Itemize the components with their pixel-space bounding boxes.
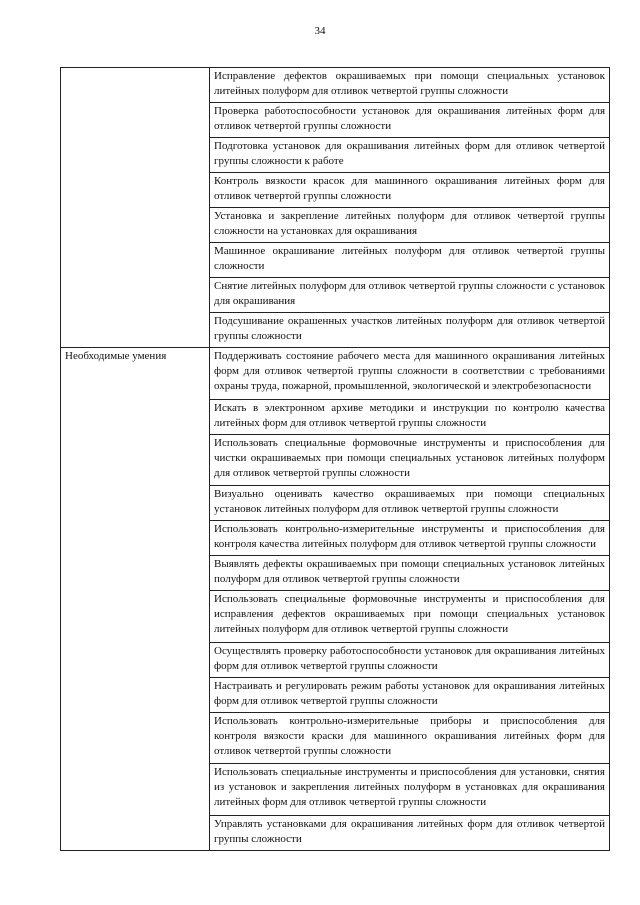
table-row <box>61 68 610 103</box>
table-cell: Визуально оценивать качество окрашиваемых при помощи специальных установок литейных полуформ для отливок четвертой группы сложности <box>210 486 610 521</box>
table-cell: Использовать специальные формовочные инструменты и приспособления для чистки окрашиваемых при помощи специальных установок литейных полуформ для отливок четвертой группы сложности <box>210 434 610 485</box>
table-cell: Снятие литейных полуформ для отливок четвертой группы сложности с установок для окрашивания <box>210 278 610 313</box>
table-cell: Использовать специальные инструменты и приспособления для установки, снятия из установок и закрепления литейных полуформ в установках для окрашивания литейных форм для отливок четвертой группы сложности <box>210 764 610 815</box>
table-cell: Проверка работоспособности установок для окрашивания литейных форм для отливок четвертой группы сложности <box>210 103 610 138</box>
requirements-table <box>60 67 610 851</box>
table-cell: Искать в электронном архиве методики и инструкции по контролю качества литейных форм для отливок четвертой группы сложности <box>210 399 610 434</box>
table-cell: Выявлять дефекты окрашиваемых при помощи специальных установок литейных полуформ для отливок четвертой группы сложности <box>210 556 610 591</box>
row-label-empty <box>61 68 210 348</box>
table-row <box>61 348 610 399</box>
table-cell: Осуществлять проверку работоспособности установок для окрашивания литейных форм для отливок четвертой группы сложности <box>210 642 610 677</box>
table-cell: Подготовка установок для окрашивания литейных форм для отливок четвертой группы сложности к работе <box>210 138 610 173</box>
table-cell: Подсушивание окрашенных участков литейных полуформ для отливок четвертой группы сложности <box>210 313 610 348</box>
table-cell: Установка и закрепление литейных полуформ для отливок четвертой группы сложности на установках для окрашивания <box>210 208 610 243</box>
table-cell: Контроль вязкости красок для машинного окрашивания литейных форм для отливок четвертой группы сложности <box>210 173 610 208</box>
table-cell: Машинное окрашивание литейных полуформ для отливок четвертой группы сложности <box>210 243 610 278</box>
row-label-skills: Необходимые умения <box>61 348 210 851</box>
table-cell: Использовать контрольно-измерительные инструменты и приспособления для контроля качества литейных полуформ для отливок четвертой группы сложности <box>210 521 610 556</box>
page-number: 34 <box>314 25 326 37</box>
table-cell: Управлять установками для окрашивания литейных форм для отливок четвертой группы сложности <box>210 815 610 850</box>
table-cell: Поддерживать состояние рабочего места для машинного окрашивания литейных форм для отливок четвертой группы сложности в соответствии с требованиями охраны труда, пожарной, промышленной, экологической и электробезопасности <box>210 348 610 399</box>
table-cell: Настраивать и регулировать режим работы установок для окрашивания литейных форм для отливок четвертой группы сложности <box>210 677 610 712</box>
table-cell: Использовать специальные формовочные инструменты и приспособления для исправления дефектов окрашиваемых при помощи специальных установок литейных полуформ для отливок четвертой группы сложности <box>210 591 610 642</box>
table-cell: Использовать контрольно-измерительные приборы и приспособления для контроля вязкости краски для машинного окрашивания литейных форм для отливок четвертой группы сложности <box>210 712 610 763</box>
table-cell: Исправление дефектов окрашиваемых при помощи специальных установок литейных полуформ для отливок четвертой группы сложности <box>210 68 610 103</box>
